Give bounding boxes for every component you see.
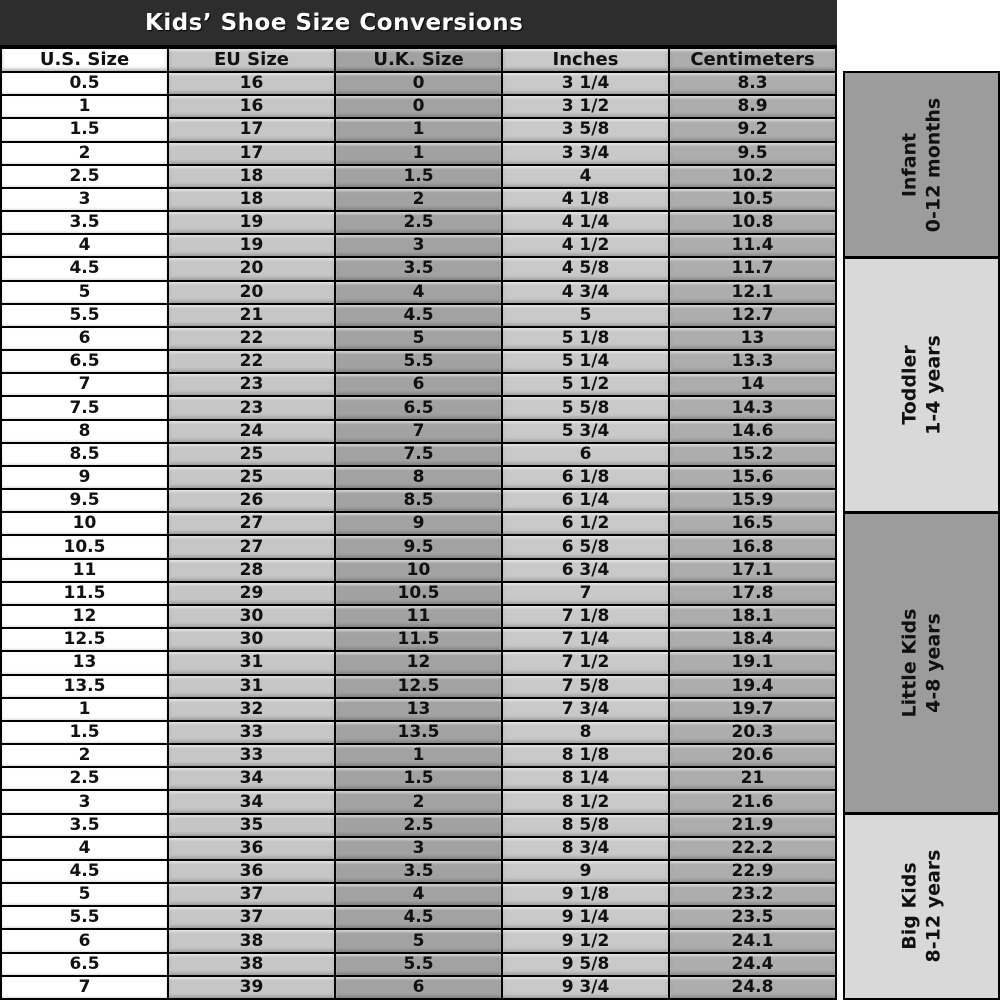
table-cell: 10.5 <box>670 189 835 210</box>
page-title: Kids’ Shoe Size Conversions <box>145 9 524 36</box>
table-cell: 24.4 <box>670 954 835 975</box>
table-cell: 9 <box>2 467 167 488</box>
table-cell: 16 <box>169 73 334 94</box>
table-cell: 5 1/8 <box>503 328 668 349</box>
table-cell: 25 <box>169 444 334 465</box>
table-cell: 16 <box>169 96 334 117</box>
table-cell: 18 <box>169 166 334 187</box>
table-cell: 15.6 <box>670 467 835 488</box>
table-cell: 1.5 <box>336 166 501 187</box>
table-cell: 3 5/8 <box>503 119 668 140</box>
table-cell: 9 1/4 <box>503 907 668 928</box>
table-cell: 12.7 <box>670 305 835 326</box>
table-cell: 1 <box>336 143 501 164</box>
table-cell: 27 <box>169 513 334 534</box>
table-cell: 1.5 <box>2 722 167 743</box>
table-cell: 13 <box>670 328 835 349</box>
column-header: Centimeters <box>670 49 835 71</box>
table-cell: 6 3/4 <box>503 560 668 581</box>
table-cell: 4 1/2 <box>503 235 668 256</box>
table-cell: 37 <box>169 907 334 928</box>
table-cell: 9 <box>503 861 668 882</box>
table-cell: 11.5 <box>336 629 501 650</box>
table-cell: 30 <box>169 629 334 650</box>
table-cell: 5.5 <box>2 907 167 928</box>
table-cell: 0.5 <box>2 73 167 94</box>
table-cell: 14 <box>670 374 835 395</box>
table-cell: 11.4 <box>670 235 835 256</box>
table-cell: 19 <box>169 212 334 233</box>
table-cell: 4.5 <box>2 258 167 279</box>
table-cell: 9 1/8 <box>503 884 668 905</box>
table-cell: 32 <box>169 699 334 720</box>
table-cell: 22 <box>169 328 334 349</box>
table-cell: 3 <box>336 235 501 256</box>
table-cell: 7 <box>503 583 668 604</box>
table-cell: 9 5/8 <box>503 954 668 975</box>
table-cell: 3 3/4 <box>503 143 668 164</box>
table-cell: 8 1/2 <box>503 791 668 812</box>
table-cell: 2.5 <box>336 815 501 836</box>
table-cell: 3 1/4 <box>503 73 668 94</box>
table-cell: 13.5 <box>336 722 501 743</box>
table-cell: 6.5 <box>2 954 167 975</box>
table-cell: 6 <box>336 977 501 998</box>
table-cell: 12.5 <box>336 676 501 697</box>
table-cell: 20 <box>169 258 334 279</box>
table-cell: 6 <box>2 930 167 951</box>
table-cell: 18.4 <box>670 629 835 650</box>
table-cell: 7 5/8 <box>503 676 668 697</box>
table-cell: 8.3 <box>670 73 835 94</box>
column-header: EU Size <box>169 49 334 71</box>
table-cell: 11.7 <box>670 258 835 279</box>
table-cell: 1 <box>2 699 167 720</box>
table-cell: 2 <box>2 143 167 164</box>
table-cell: 3 <box>2 189 167 210</box>
table-cell: 17 <box>169 119 334 140</box>
table-cell: 18 <box>169 189 334 210</box>
column-header: U.K. Size <box>336 49 501 71</box>
table-cell: 8 1/8 <box>503 745 668 766</box>
table-cell: 22.2 <box>670 838 835 859</box>
table-cell: 8 1/4 <box>503 768 668 789</box>
table-cell: 2 <box>336 791 501 812</box>
table-cell: 17.8 <box>670 583 835 604</box>
table-cell: 8 <box>503 722 668 743</box>
age-band-label: Toddler 1-4 years <box>897 335 944 436</box>
table-cell: 2 <box>2 745 167 766</box>
table-cell: 7 <box>336 421 501 442</box>
table-cell: 12.5 <box>2 629 167 650</box>
table-cell: 20.3 <box>670 722 835 743</box>
table-cell: 27 <box>169 536 334 557</box>
table-cell: 7 1/2 <box>503 652 668 673</box>
table-cell: 3.5 <box>2 212 167 233</box>
table-cell: 2.5 <box>336 212 501 233</box>
table-cell: 14.6 <box>670 421 835 442</box>
table-cell: 31 <box>169 652 334 673</box>
table-cell: 6.5 <box>336 397 501 418</box>
table-cell: 6 1/8 <box>503 467 668 488</box>
table-cell: 2 <box>336 189 501 210</box>
table-cell: 8 5/8 <box>503 815 668 836</box>
table-cell: 7 <box>2 977 167 998</box>
table-cell: 11 <box>2 560 167 581</box>
table-cell: 4 <box>336 884 501 905</box>
table-cell: 7 3/4 <box>503 699 668 720</box>
table-cell: 6 1/4 <box>503 490 668 511</box>
table-cell: 7 1/8 <box>503 606 668 627</box>
table-cell: 22.9 <box>670 861 835 882</box>
table-cell: 30 <box>169 606 334 627</box>
table-cell: 7.5 <box>336 444 501 465</box>
table-cell: 13.3 <box>670 351 835 372</box>
table-cell: 5 <box>336 930 501 951</box>
table-cell: 21 <box>670 768 835 789</box>
table-cell: 6 5/8 <box>503 536 668 557</box>
table-cell: 9.5 <box>670 143 835 164</box>
table-cell: 6 <box>2 328 167 349</box>
table-cell: 4 3/4 <box>503 282 668 303</box>
table-cell: 8 <box>336 467 501 488</box>
column-header: U.S. Size <box>2 49 167 71</box>
table-cell: 4 1/8 <box>503 189 668 210</box>
table-cell: 10.8 <box>670 212 835 233</box>
table-cell: 6 <box>503 444 668 465</box>
table-cell: 22 <box>169 351 334 372</box>
table-cell: 17 <box>169 143 334 164</box>
table-cell: 5 <box>2 282 167 303</box>
table-cell: 6 1/2 <box>503 513 668 534</box>
table-cell: 5.5 <box>336 351 501 372</box>
table-cell: 8 <box>2 421 167 442</box>
table-cell: 36 <box>169 861 334 882</box>
age-band-label: Little Kids 4-8 years <box>897 608 944 718</box>
table-cell: 4.5 <box>336 305 501 326</box>
age-band-label: Big Kids 8-12 years <box>897 849 944 963</box>
table-cell: 4.5 <box>2 861 167 882</box>
table-cell: 23 <box>169 374 334 395</box>
table-cell: 24.8 <box>670 977 835 998</box>
table-cell: 19.4 <box>670 676 835 697</box>
table-cell: 10.2 <box>670 166 835 187</box>
table-cell: 4 1/4 <box>503 212 668 233</box>
table-cell: 3 <box>2 791 167 812</box>
table-cell: 10.5 <box>2 536 167 557</box>
age-band-big-kids <box>845 815 998 998</box>
table-cell: 33 <box>169 722 334 743</box>
table-cell: 3 1/2 <box>503 96 668 117</box>
table-cell: 20 <box>169 282 334 303</box>
table-cell: 9.5 <box>2 490 167 511</box>
table-cell: 24.1 <box>670 930 835 951</box>
table-cell: 12 <box>2 606 167 627</box>
table-cell: 13 <box>2 652 167 673</box>
table-cell: 3.5 <box>336 258 501 279</box>
table-cell: 9.5 <box>336 536 501 557</box>
table-cell: 38 <box>169 930 334 951</box>
table-cell: 13.5 <box>2 676 167 697</box>
table-cell: 26 <box>169 490 334 511</box>
table-cell: 4 <box>2 235 167 256</box>
table-cell: 7 <box>2 374 167 395</box>
table-cell: 9 <box>336 513 501 534</box>
table-cell: 10 <box>336 560 501 581</box>
table-cell: 14.3 <box>670 397 835 418</box>
table-cell: 5 <box>2 884 167 905</box>
table-cell: 0 <box>336 73 501 94</box>
table-cell: 24 <box>169 421 334 442</box>
table-cell: 6 <box>336 374 501 395</box>
table-cell: 19.1 <box>670 652 835 673</box>
table-cell: 35 <box>169 815 334 836</box>
table-cell: 5 <box>503 305 668 326</box>
table-cell: 16.8 <box>670 536 835 557</box>
table-cell: 1 <box>2 96 167 117</box>
table-cell: 11 <box>336 606 501 627</box>
age-band-label: Infant 0-12 months <box>897 97 944 232</box>
table-cell: 21.9 <box>670 815 835 836</box>
table-cell: 16.5 <box>670 513 835 534</box>
table-cell: 21.6 <box>670 791 835 812</box>
table-cell: 4 5/8 <box>503 258 668 279</box>
table-cell: 5.5 <box>336 954 501 975</box>
table-cell: 20.6 <box>670 745 835 766</box>
table-cell: 31 <box>169 676 334 697</box>
table-cell: 1 <box>336 745 501 766</box>
table-cell: 34 <box>169 791 334 812</box>
table-cell: 37 <box>169 884 334 905</box>
table-cell: 8 3/4 <box>503 838 668 859</box>
table-cell: 4.5 <box>336 907 501 928</box>
table-cell: 5 5/8 <box>503 397 668 418</box>
table-cell: 29 <box>169 583 334 604</box>
table-cell: 10 <box>2 513 167 534</box>
table-cell: 5 1/4 <box>503 351 668 372</box>
table-cell: 7 1/4 <box>503 629 668 650</box>
table-cell: 28 <box>169 560 334 581</box>
table-cell: 3 <box>336 838 501 859</box>
table-cell: 23.2 <box>670 884 835 905</box>
age-band-toddler <box>845 259 998 511</box>
table-cell: 11.5 <box>2 583 167 604</box>
table-cell: 15.2 <box>670 444 835 465</box>
table-cell: 9 1/2 <box>503 930 668 951</box>
title-bar <box>0 0 837 47</box>
table-cell: 34 <box>169 768 334 789</box>
table-cell: 39 <box>169 977 334 998</box>
table-cell: 13 <box>336 699 501 720</box>
table-cell: 5 1/2 <box>503 374 668 395</box>
table-cell: 33 <box>169 745 334 766</box>
table-cell: 2.5 <box>2 166 167 187</box>
table-cell: 25 <box>169 467 334 488</box>
table-cell: 8.5 <box>2 444 167 465</box>
table-cell: 18.1 <box>670 606 835 627</box>
table-cell: 21 <box>169 305 334 326</box>
table-cell: 1 <box>336 119 501 140</box>
table-cell: 9 3/4 <box>503 977 668 998</box>
table-cell: 2.5 <box>2 768 167 789</box>
table-cell: 8.9 <box>670 96 835 117</box>
table-cell: 23.5 <box>670 907 835 928</box>
table-cell: 3.5 <box>2 815 167 836</box>
column-header: Inches <box>503 49 668 71</box>
table-cell: 19 <box>169 235 334 256</box>
table-cell: 7.5 <box>2 397 167 418</box>
table-cell: 38 <box>169 954 334 975</box>
table-cell: 4 <box>2 838 167 859</box>
table-cell: 5 <box>336 328 501 349</box>
table-cell: 12 <box>336 652 501 673</box>
table-cell: 12.1 <box>670 282 835 303</box>
table-cell: 10.5 <box>336 583 501 604</box>
table-cell: 19.7 <box>670 699 835 720</box>
table-cell: 4 <box>336 282 501 303</box>
age-group-sidebar <box>843 71 1000 1000</box>
table-cell: 15.9 <box>670 490 835 511</box>
table-cell: 23 <box>169 397 334 418</box>
conversion-table <box>0 47 837 1000</box>
table-cell: 9.2 <box>670 119 835 140</box>
table-cell: 17.1 <box>670 560 835 581</box>
table-cell: 8.5 <box>336 490 501 511</box>
table-cell: 1.5 <box>336 768 501 789</box>
table-cell: 3.5 <box>336 861 501 882</box>
table-cell: 1.5 <box>2 119 167 140</box>
age-band-infant <box>845 73 998 256</box>
age-band-little-kids <box>845 514 998 812</box>
table-cell: 4 <box>503 166 668 187</box>
table-cell: 5.5 <box>2 305 167 326</box>
table-cell: 36 <box>169 838 334 859</box>
table-cell: 5 3/4 <box>503 421 668 442</box>
table-cell: 0 <box>336 96 501 117</box>
table-cell: 6.5 <box>2 351 167 372</box>
